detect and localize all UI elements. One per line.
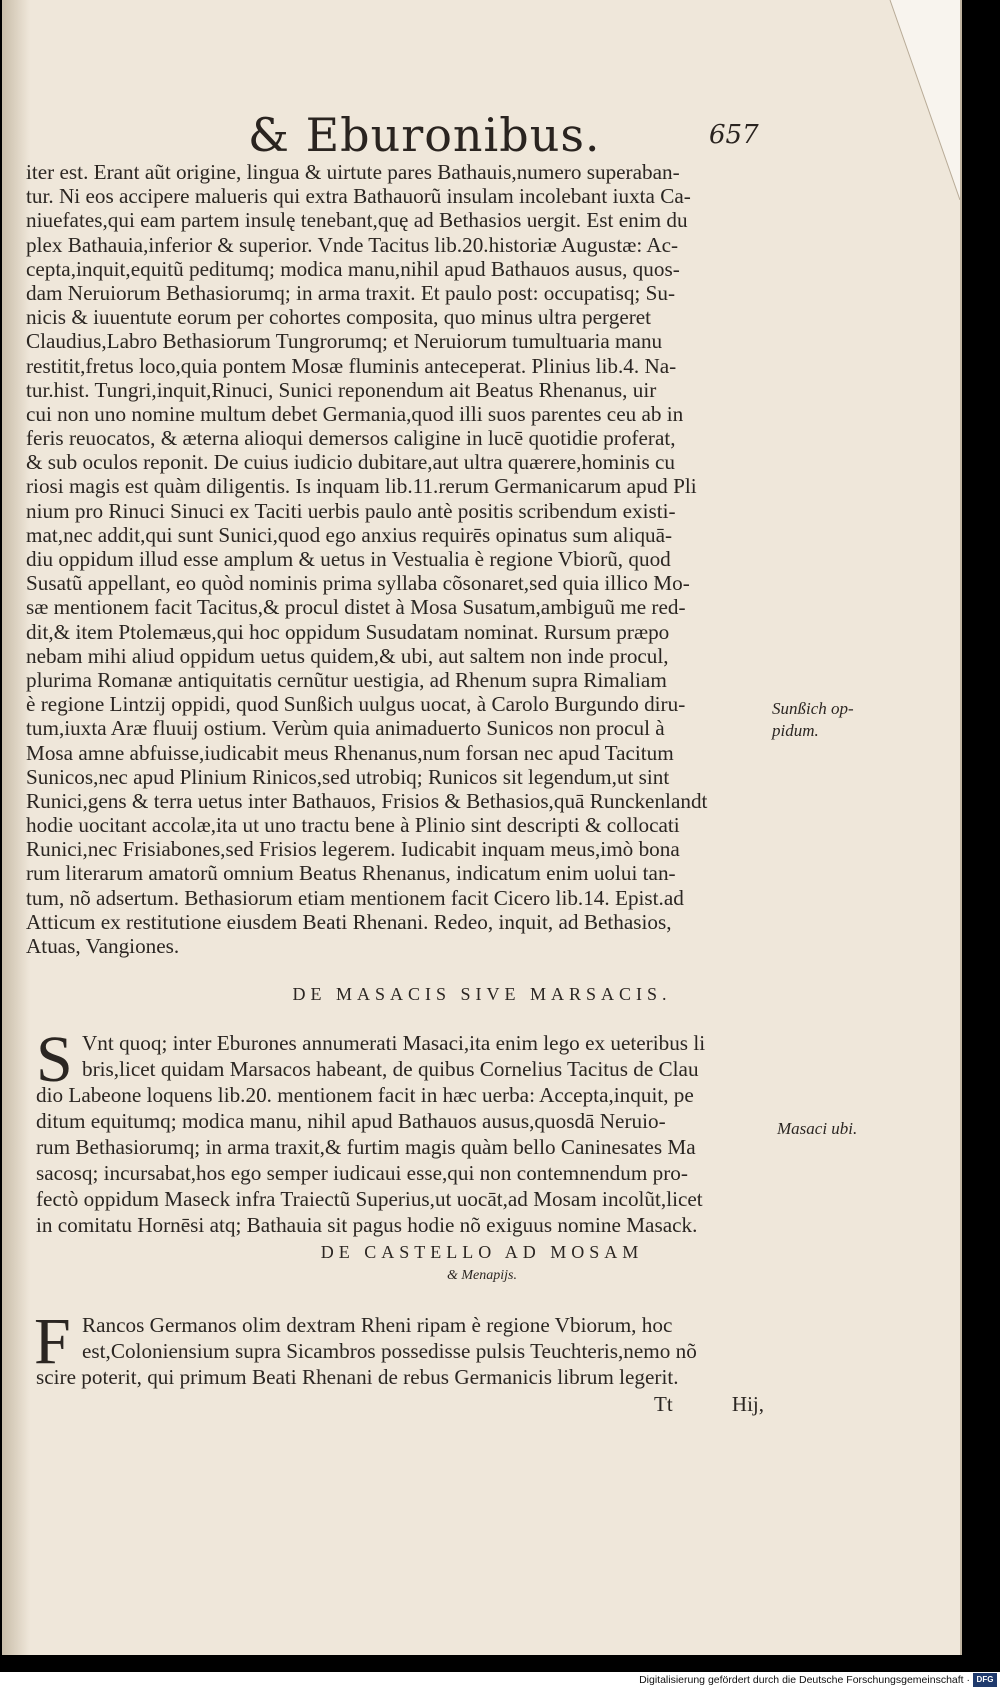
marginal-note-line: pidum. — [772, 721, 819, 740]
text-line: in comitatu Hornēsi atq; Bathauia sit pagus hodie nõ exiguus nomine Masack. — [36, 1213, 698, 1237]
text-line: Runici,gens & terra uetus inter Bathauos, Frisios & Bethasios,quā Runckenlandt — [26, 788, 708, 813]
text-line: dam Neruiorum Bethasiorumq; in arma traxit. Et paulo post: occupatisq; Su- — [26, 280, 676, 305]
text-line: cepta,inquit,equitũ peditumq; modica manu,nihil apud Bathauos ausus, quos- — [26, 256, 680, 281]
main-text-block — [26, 160, 764, 958]
text-line: nium pro Rinuci Sinuci ex Taciti uerbis paulo antè positis scribendum existi- — [26, 498, 676, 523]
text-line: nebam mihi aliud oppidum uetus quidem,& ubi, aut saltem non inde procul, — [26, 643, 669, 668]
signature-mark — [654, 1392, 764, 1417]
section-heading-masaci: DE MASACIS SIVE MARSACIS. — [292, 984, 672, 1004]
drop-cap-f: F — [34, 1305, 71, 1378]
text-line: Vnt quoq; inter Eburones annumerati Masaci,ita enim lego ex ueteribus li — [82, 1031, 706, 1055]
text-line: nicis & iuuentute eorum per cohortes composita, quo minus ultra pergeret — [26, 305, 652, 330]
text-line: Claudius,Labro Bethasiorum Tungrorumq; et Neruiorum tumultuaria manu — [26, 329, 663, 354]
text-line: dit,& item Ptolemæus,qui hoc oppidum Susudatam nominat. Rursum præpo — [26, 619, 670, 644]
text-line: sacosq; incursabat,hos ego semper iudicaui esse,qui non contemnendum pro- — [36, 1161, 688, 1185]
text-line: Susatũ appellant, eo quòd nominis prima syllaba cõsonaret,sed quia illico Mo- — [26, 571, 690, 596]
text-line: plex Bathauia,inferior & superior. Vnde Tacitus lib.20.historiæ Augustæ: Ac- — [26, 232, 679, 257]
marginal-note-masaci: Masaci ubi. — [777, 1119, 858, 1138]
marginal-note-line: Sunßich op- — [772, 699, 854, 718]
text-line: feris reuocatos, & æterna alioqui demersos caligine in lucē quotidie proferat, — [26, 426, 676, 451]
text-line: Mosa amne abfuisse,iudicabit meus Rhenanus,num forsan nec apud Tacitum — [26, 740, 674, 765]
text-line: tum, nõ adsertum. Bethasiorum etiam mentionem facit Cicero lib.14. Epist.ad — [26, 885, 684, 910]
running-header-title: & Eburonibus. — [248, 108, 601, 162]
text-line: riosi magis est quàm diligentis. Is inquam lib.11.rerum Germanicarum apud Pli — [26, 474, 697, 499]
text-line: diu oppidum illud esse amplum & uetus in Vestualia è regione Vbiorũ, quod — [26, 547, 671, 571]
text-line: Atuas, Vangiones. — [26, 934, 180, 958]
drop-cap-s: S — [36, 1023, 73, 1096]
castello-paragraph-body — [36, 1364, 772, 1390]
text-line: tur. Ni eos accipere malueris qui extra Bathauorũ insulam incolebant iuxta Ca- — [26, 184, 691, 209]
dfg-logo: DFG — [973, 1673, 997, 1687]
text-line: & sub oculos reponit. De cuius iudicio dubitare,aut ultra quærere,hominis cu — [26, 450, 676, 475]
text-line: scire poterit, qui primum Beati Rhenani de rebus Germanicis librum legerit. — [36, 1365, 679, 1389]
page-corner-fold — [860, 0, 960, 200]
text-line: Runici,nec Frisiabones,sed Frisios legerem. Iudicabit inquam meus,imò bona — [26, 837, 680, 862]
text-line: plurima Romanæ antiquitatis cernũtur uestigia, ad Rhenum supra Rimaliam — [26, 667, 667, 692]
book-page — [2, 0, 962, 1655]
marginal-note-sunsich — [772, 698, 854, 742]
text-line: restitit,fretus loco,quia pontem Mosæ fluminis anteceperat. Plinius lib.4. Na- — [26, 353, 677, 378]
text-line: est,Coloniensium supra Sicambros possedisse pulsis Teuchteris,nemo nõ — [82, 1339, 697, 1363]
text-line: rum literarum amatorũ omnium Beatus Rhenanus, indicatum enim uolui tan- — [26, 861, 676, 886]
text-line: fectò oppidum Maseck infra Traiectũ Superius,ut uocāt,ad Mosam incolũt,licet — [36, 1187, 703, 1211]
text-line: Rancos Germanos olim dextram Rheni ripam è regione Vbiorum, hoc — [82, 1313, 673, 1337]
text-line: ditum equitumq; modica manu, nihil apud Bathauos ausus,quosdā Neruio- — [36, 1109, 666, 1133]
funding-credit-text: Digitalisierung gefördert durch die Deutsche Forschungsgemeinschaft · — [639, 1674, 970, 1686]
text-line: tur.hist. Tungri,inquit,Rinuci, Sunici reponendum ait Beatus Rhenanus, uir — [26, 377, 657, 402]
section-heading-castello: DE CASTELLO AD MOSAM — [320, 1242, 644, 1262]
text-line: Sunicos,nec apud Plinium Rinicos,sed utrobiq; Runicos sit legendum,ut sint — [26, 764, 670, 789]
text-line: dio Labeone loquens lib.20. mentionem facit in hæc uerba: Accepta,inquit, pe — [36, 1083, 694, 1107]
text-line: è regione Lintzij oppidi, quod Sunßich uulgus uocat, à Carolo Burgundo diru- — [26, 692, 686, 717]
signature-left: Tt — [654, 1392, 673, 1416]
masaci-paragraph-body — [36, 1082, 772, 1238]
text-line: sæ mentionem facit Tacitus,& procul distet à Mosa Susatum,ambiguũ me red- — [26, 595, 686, 620]
text-line: Atticum ex restitutione eiusdem Beati Rhenani. Redeo, inquit, ad Bethasios, — [26, 909, 672, 934]
text-line: hodie uocitant accolæ,ita ut uno tractu bene à Plinio sint descripti & collocati — [26, 813, 680, 838]
page-number: 657 — [709, 120, 759, 150]
text-line: mat,nec addit,qui sunt Sunici,quod ego anxius requirēs opinatus sum aliquā- — [26, 522, 673, 547]
section-subheading-castello: & Menapijs. — [447, 1268, 517, 1283]
castello-paragraph-head — [82, 1312, 772, 1364]
text-line: niuefates,qui eam partem insulę tenebant,quę ad Bethasios uergit. Est enim du — [26, 208, 688, 233]
text-line: iter est. Erant aũt origine, lingua & uirtute pares Bathauis,numero superaban- — [26, 160, 680, 184]
text-line: tum,iuxta Aræ fluuij ostium. Verùm quia animaduerto Sunicos non procul à — [26, 716, 665, 741]
masaci-paragraph-head — [82, 1030, 772, 1082]
text-line: cui non uno nomine multum debet Germania,quod illi suos parentes ceu ab in — [26, 401, 684, 426]
text-line: rum Bethasiorumq; in arma traxit,& furtim magis quàm bello Caninesates Ma — [36, 1135, 696, 1159]
signature-right: Hij, — [731, 1392, 764, 1416]
text-line: bris,licet quidam Marsacos habeant, de quibus Cornelius Tacitus de Clau — [82, 1057, 699, 1081]
